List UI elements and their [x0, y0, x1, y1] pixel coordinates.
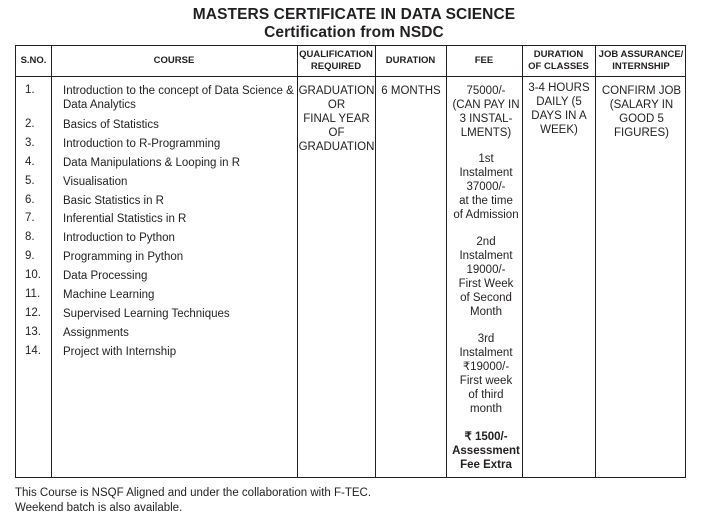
classes-line: DAILY (5: [536, 96, 582, 108]
qualification-line: GRADUATION: [298, 141, 375, 153]
header-classes: [522, 46, 595, 76]
column-divider: [375, 46, 376, 477]
header-job-line: INTERNSHIP: [612, 61, 670, 72]
classes-line: DAYS IN A: [531, 110, 587, 122]
column-divider: [446, 46, 447, 477]
footer-note: This Course is NSQF Aligned and under the collaboration with F-TEC.: [15, 487, 372, 499]
row-sno: 4.: [25, 156, 35, 168]
classes-line: 3-4 HOURS: [528, 82, 590, 94]
fee-line: 3 INSTAL-: [459, 113, 513, 125]
course-name: Introduction to R-Programming: [63, 138, 221, 150]
fee-line: Fee Extra: [460, 459, 512, 471]
footer-note: Weekend batch is also available.: [15, 502, 183, 514]
header-qualification-line: QUALIFICATION: [299, 49, 373, 60]
course-name: Supervised Learning Techniques: [63, 308, 230, 320]
page-title: MASTERS CERTIFICATE IN DATA SCIENCE: [192, 6, 516, 23]
job-line: CONFIRM JOB: [601, 85, 682, 97]
fee-line: Instalment: [459, 347, 513, 359]
header-qualification: [297, 46, 375, 76]
course-name-line: Data Analytics: [63, 99, 136, 111]
row-sno: 6.: [25, 194, 35, 206]
row-sno: 10.: [25, 269, 41, 281]
header-job-line: JOB ASSURANCE/: [598, 49, 684, 60]
course-name: Visualisation: [63, 176, 128, 188]
fee-line: 2nd: [476, 236, 496, 248]
row-sno: 12.: [25, 307, 41, 319]
job-line: (SALARY IN: [609, 99, 674, 111]
fee-line: First Week: [458, 278, 514, 290]
row-sno: 2.: [25, 118, 35, 130]
fee-line: of third: [468, 389, 504, 401]
row-sno: 11.: [25, 288, 41, 300]
fee-assessment-extra: [450, 430, 522, 472]
course-name: Data Processing: [63, 270, 148, 282]
fee-line: Month: [470, 306, 502, 318]
fee-instalment-3: [450, 332, 522, 416]
fee-line: LMENTS): [460, 127, 512, 139]
course-name: Machine Learning: [63, 289, 155, 301]
fee-line: 37000/-: [466, 181, 506, 193]
page-subtitle: Certification from NSDC: [264, 24, 444, 41]
course-name: Inferential Statistics in R: [63, 213, 187, 225]
course-name: Programming in Python: [63, 251, 184, 263]
fee-line: of Second: [460, 292, 512, 304]
qualification-cell: [298, 84, 375, 154]
course-name: Data Manipulations & Looping in R: [63, 157, 241, 169]
job-cell: [596, 84, 687, 140]
header-sno: S.NO.: [20, 55, 47, 66]
course-name-line: Introduction to the concept of Data Science &: [63, 85, 294, 97]
header-classes-line: OF CLASSES: [528, 61, 589, 72]
fee-line: 19000/-: [466, 264, 506, 276]
fee-line: Instalment: [459, 167, 513, 179]
course-table: [15, 45, 686, 478]
job-line: GOOD 5: [619, 113, 664, 125]
classes-cell: [523, 81, 595, 137]
fee-line: month: [470, 403, 502, 415]
course-name: Basics of Statistics: [63, 119, 159, 131]
fee-instalment-2: [450, 235, 522, 319]
row-sno: 9.: [25, 250, 35, 262]
qualification-line: OF: [328, 127, 345, 139]
header-course: COURSE: [153, 55, 195, 66]
fee-line: at the time: [459, 195, 513, 207]
row-sno: 14.: [25, 345, 41, 357]
qualification-line: GRADUATION: [298, 85, 375, 97]
fee-line: 75000/-: [466, 85, 506, 97]
row-sno: 13.: [25, 326, 41, 338]
fee-line: of Admission: [453, 209, 519, 221]
row-sno: 3.: [25, 137, 35, 149]
fee-total: [450, 84, 522, 140]
job-line: FIGURES): [614, 127, 669, 139]
fee-line: (CAN PAY IN: [452, 99, 520, 111]
header-divider: [16, 76, 685, 77]
qualification-line: OR: [327, 99, 346, 111]
course-name: Basic Statistics in R: [63, 195, 164, 207]
header-job: [595, 46, 687, 76]
row-sno: 1.: [25, 84, 35, 96]
course-name: [63, 84, 295, 112]
fee-line: Assessment: [452, 445, 520, 457]
qualification-line: FINAL YEAR: [303, 113, 370, 125]
header-duration: DURATION: [385, 55, 436, 66]
duration-cell: 6 MONTHS: [381, 85, 441, 97]
classes-line: WEEK): [540, 124, 578, 136]
fee-instalment-1: [450, 152, 522, 222]
row-sno: 5.: [25, 175, 35, 187]
header-qualification-line: REQUIRED: [310, 61, 362, 72]
course-name: Project with Internship: [63, 346, 177, 358]
course-name: Assignments: [63, 327, 129, 339]
fee-line: Instalment: [459, 250, 513, 262]
fee-line: 1st: [478, 153, 494, 165]
fee-line: ₹ 1500/-: [464, 431, 508, 443]
fee-line: ₹19000/-: [462, 361, 510, 373]
row-sno: 8.: [25, 231, 35, 243]
header-classes-line: DURATION: [533, 49, 584, 60]
fee-line: First week: [459, 375, 513, 387]
course-name: Introduction to Python: [63, 232, 175, 244]
row-sno: 7.: [25, 212, 35, 224]
header-fee: FEE: [474, 55, 494, 66]
fee-line: 3rd: [477, 333, 495, 345]
